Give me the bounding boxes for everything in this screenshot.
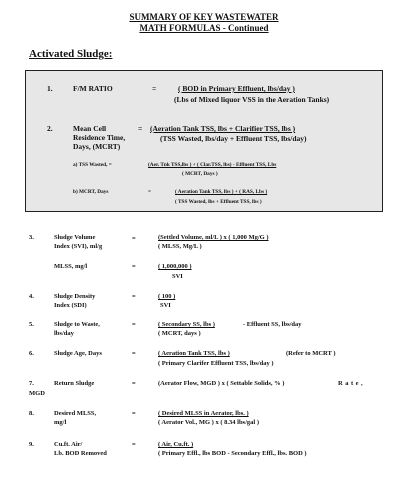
formula-label: Days, (MCRT)	[73, 142, 121, 151]
sub-formula-label: a) TSS Wasted, =	[73, 162, 112, 168]
equals-sign: =	[132, 380, 136, 387]
formula-numerator: (Settled Volume, ml/L ) x ( 1,000 Mg/G )	[158, 234, 269, 241]
formula-label: Sludge Density	[54, 293, 96, 300]
equals-sign: =	[138, 124, 143, 133]
sub-formula-label: b) MCRT, Days	[73, 189, 109, 195]
item-number: 2.	[47, 124, 53, 133]
formula-label: Desired MLSS,	[54, 410, 97, 417]
equals-sign: =	[132, 263, 136, 270]
formula-label: Lb. BOD Removed	[54, 450, 107, 457]
formula-label: Cu.ft. Air/	[54, 441, 83, 448]
formula-label: Sludge Volume	[54, 234, 96, 241]
item-number: 8.	[29, 410, 34, 417]
formula-numerator: ( Secondary SS, lbs )	[158, 321, 215, 328]
formula-expression: (Aerator Flow, MGD ) x ( Settable Solids, % )	[158, 380, 285, 387]
formula-numerator: ( BOD in Primary Effluent, lbs/day )	[178, 84, 295, 93]
document-title-line1: SUMMARY OF KEY WASTEWATER	[129, 12, 279, 22]
formula-denominator: SVI	[172, 273, 183, 280]
formula-label: MGD	[29, 390, 45, 397]
formula-denominator: ( MCRT, days )	[158, 330, 201, 337]
formula-label: lbs/day	[54, 330, 74, 337]
equals-sign: =	[132, 410, 136, 417]
formula-label: F/M RATIO	[73, 84, 113, 93]
equals-sign: =	[132, 321, 136, 328]
item-number: 4.	[29, 293, 34, 300]
formula-numerator: ( Aeration Tank TSS, lbs )	[158, 350, 230, 357]
formula-label: Index (SDI)	[54, 302, 87, 309]
formula-denominator: ( Aerator Vol., MG ) x ( 8.34 lbs/gal )	[158, 419, 259, 426]
formula-numerator-tail: - Effluent SS, lbs/day	[243, 321, 302, 328]
formula-numerator: ( Air, Cu.ft. )	[158, 441, 194, 448]
formula-label: Return Sludge	[54, 380, 95, 387]
item-number: 7.	[29, 380, 34, 387]
equals-sign: =	[132, 235, 136, 242]
sub-formula-numerator: ( Aeration Tank TSS, lbs ) + ( RAS, Lbs )	[175, 189, 268, 195]
formula-numerator: (Aeration Tank TSS, lbs + Clarifier TSS, lbs )	[150, 124, 296, 133]
equals-sign: =	[132, 441, 136, 448]
formula-label: Sludge to Waste,	[54, 321, 100, 328]
formula-numerator: ( Desired MLSS in Aerator, lbs. )	[158, 410, 249, 417]
formula-label: Residence Time,	[73, 133, 126, 142]
equals-sign: =	[152, 84, 157, 93]
formula-label: MLSS, mg/l	[54, 263, 88, 270]
item-number: 1.	[47, 84, 53, 93]
formula-label: mg/l	[54, 419, 67, 426]
formula-label: Index (SVI), ml/g	[54, 243, 103, 250]
formula-numerator: ( 100 )	[158, 293, 176, 300]
formula-denominator: ( Primary Clarifer Effluent TSS, lbs/day )	[158, 360, 274, 367]
equals-sign: =	[148, 189, 152, 195]
item-number: 5.	[29, 321, 34, 328]
equals-sign: =	[132, 350, 136, 357]
formula-label: Mean Cell	[73, 124, 107, 133]
formula-numerator-tail: (Refer to MCRT )	[286, 350, 336, 357]
formula-numerator: ( 1,000,000 )	[158, 263, 192, 270]
sub-formula-numerator: (Aer. Tnk TSS,lbs ) + ( Clar.TSS, lbs) - Effluent TSS, Lbs	[148, 162, 277, 168]
formula-label: Sludge Age, Days	[54, 350, 102, 357]
document-title-line2: MATH FORMULAS - Continued	[139, 23, 269, 33]
sub-formula-denominator: ( TSS Wasted, lbs + Effluent TSS, lbs )	[175, 199, 262, 205]
formula-denominator: SVI	[160, 302, 171, 309]
equals-sign: =	[132, 293, 136, 300]
item-number: 9.	[29, 441, 34, 448]
sub-formula-denominator: ( MCRT, Days )	[182, 171, 218, 177]
formula-denominator: (Lbs of Mixed liquor VSS in the Aeration Tanks)	[174, 95, 330, 104]
formula-denominator: (TSS Wasted, lbs/day + Effluent TSS, lbs/day)	[160, 134, 307, 143]
section-heading: Activated Sludge:	[29, 48, 113, 60]
item-number: 3.	[29, 234, 34, 241]
formula-denominator: ( MLSS, Mg/L )	[158, 243, 202, 250]
item-number: 6.	[29, 350, 34, 357]
formula-tail: Rate,	[338, 380, 366, 387]
formula-denominator: ( Primary Effl., lbs BOD - Secondary Effl., lbs. BOD )	[158, 450, 307, 457]
